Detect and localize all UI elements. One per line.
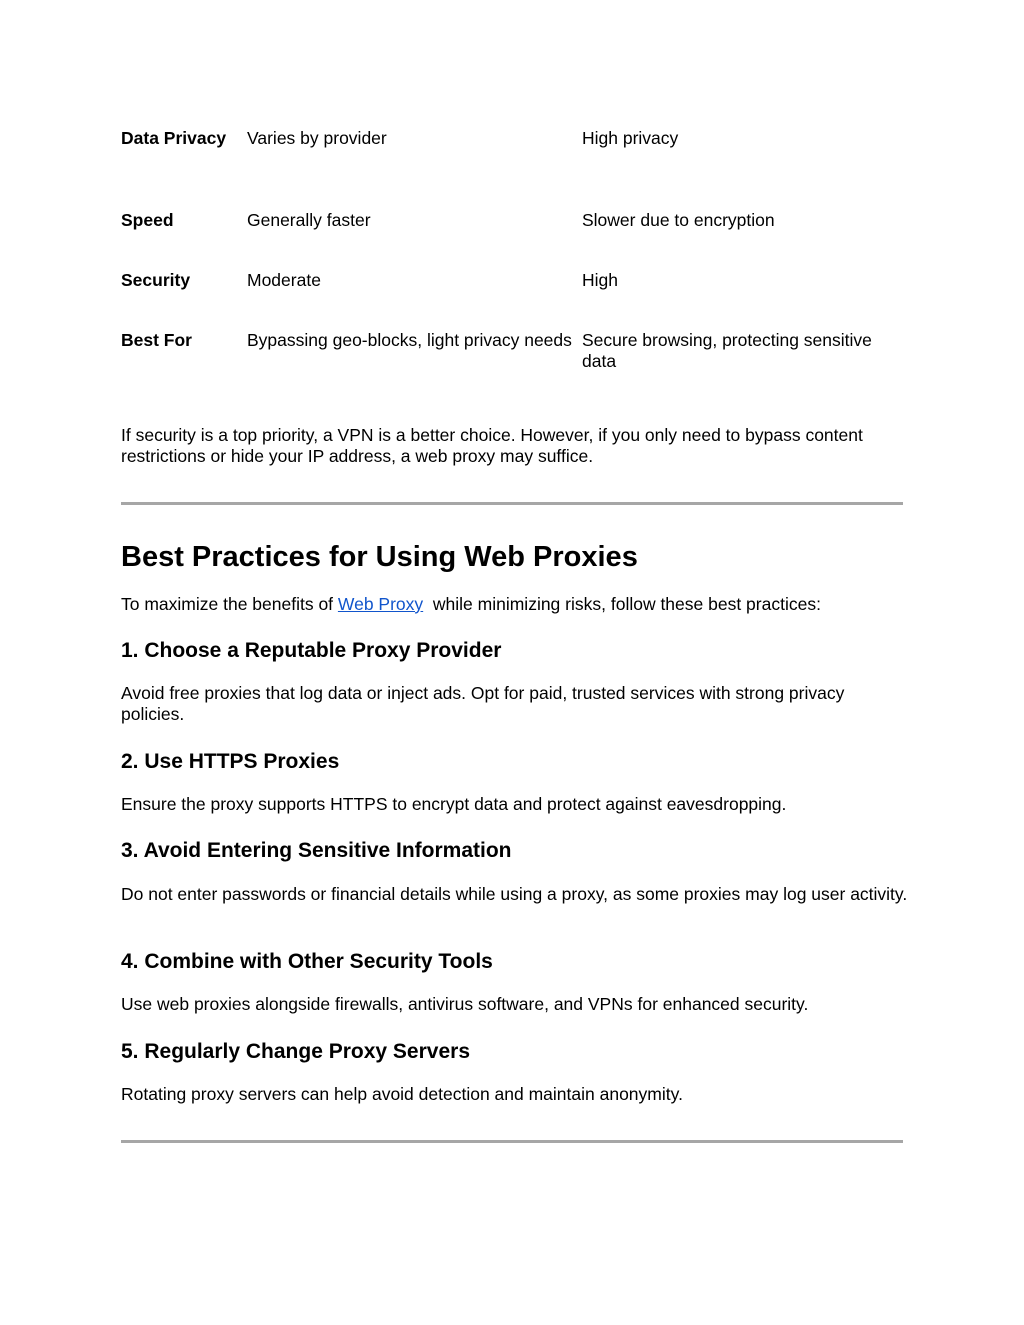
- practice-4-heading: 4. Combine with Other Security Tools: [121, 950, 493, 973]
- intro-text-after: while minimizing risks, follow these best practices:: [423, 594, 821, 614]
- horizontal-divider: [121, 1140, 903, 1143]
- intro-paragraph: [121, 594, 911, 615]
- table-cell-vpn: High: [582, 270, 618, 290]
- table-cell-feature: Security: [121, 270, 191, 290]
- section-heading: Best Practices for Using Web Proxies: [121, 541, 638, 573]
- table-cell-proxy: Generally faster: [247, 210, 371, 230]
- intro-text-before: To maximize the benefits of: [121, 594, 338, 614]
- table-cell-proxy: Varies by provider: [247, 128, 387, 148]
- practice-1-heading: 1. Choose a Reputable Proxy Provider: [121, 639, 502, 662]
- table-cell-vpn: High privacy: [582, 128, 679, 148]
- practice-4-body: Use web proxies alongside firewalls, antivirus software, and VPNs for enhanced security.: [121, 994, 809, 1014]
- table-cell-proxy: Moderate: [247, 270, 321, 290]
- table-cell-feature: Best For: [121, 330, 192, 350]
- table-row: [121, 270, 903, 330]
- practice-3-body: Do not enter passwords or financial details while using a proxy, as some proxies may log user activity.: [121, 884, 908, 904]
- practice-5-body: Rotating proxy servers can help avoid detection and maintain anonymity.: [121, 1084, 683, 1104]
- table-row: [121, 330, 903, 390]
- practice-3-heading: 3. Avoid Entering Sensitive Information: [121, 839, 512, 862]
- table-cell-vpn: Secure browsing, protecting sensitive data: [582, 330, 872, 371]
- practice-5-heading: 5. Regularly Change Proxy Servers: [121, 1040, 470, 1063]
- table-row: [121, 128, 903, 210]
- table-cell-vpn: Slower due to encryption: [582, 210, 775, 230]
- table-row: [121, 210, 903, 270]
- practice-2-heading: 2. Use HTTPS Proxies: [121, 750, 340, 773]
- web-proxy-link[interactable]: Web Proxy: [337, 594, 424, 614]
- table-cell-feature: Data Privacy: [121, 128, 227, 148]
- comparison-table: [121, 128, 903, 390]
- table-cell-feature: Speed: [121, 210, 174, 230]
- summary-paragraph: If security is a top priority, a VPN is a better choice. However, if you only need to bypass content restrictions or hide your IP address, a web proxy may suffice.: [121, 425, 863, 466]
- practice-1-body: Avoid free proxies that log data or inject ads. Opt for paid, trusted services with strong privacy policies.: [121, 683, 845, 724]
- practice-2-body: Ensure the proxy supports HTTPS to encrypt data and protect against eavesdropping.: [121, 794, 787, 814]
- table-cell-proxy: Bypassing geo-blocks, light privacy needs: [247, 330, 572, 350]
- horizontal-divider: [121, 502, 903, 505]
